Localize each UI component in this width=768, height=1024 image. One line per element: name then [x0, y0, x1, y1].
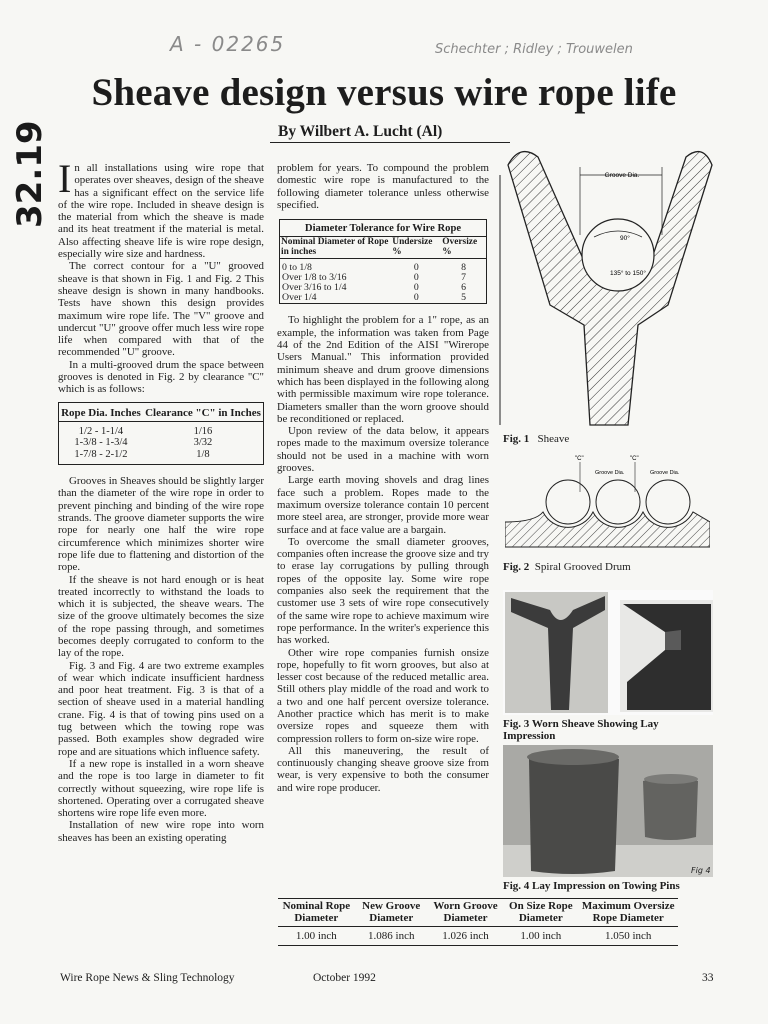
paragraph: If a new rope is installed in a worn sheave and the rope is too large in diameter to fit correctly without squeezing, wire rope life is shortened. Operating over a corrugated sheave shortens wire rope life even more.: [58, 757, 264, 820]
table-header: Worn Groove Diameter: [428, 899, 503, 927]
page-number: 33: [702, 972, 714, 984]
fig1-groove-label: Groove Dia.: [604, 172, 640, 179]
fig3-caption: Fig. 3 Worn Sheave Showing Lay Impression: [503, 718, 659, 742]
paragraph: Other wire rope companies furnish onsize rope, hopefully to fit worn grooves, but also at lesser cost because of the reduced metallic area. Still others play middle of the road and work to a two and one half percent oversize tolerance. Another practice which has merit is to make oversize ropes and squeeze them with compression rollers to form on-size wire rope.: [277, 646, 489, 745]
table-row: 0 to 1/8 0 8: [282, 262, 467, 274]
fig1-caption: Fig. 1 Sheave: [503, 433, 570, 445]
groove-diameter-table: [278, 898, 678, 946]
table-row: Over 1/8 to 3/16 0 7: [282, 272, 467, 284]
paragraph: If the sheave is not hard enough or is heat treated incorrectly to withstand the loads to which it is subjected, the sheave wears. The size of the groove ultimately becomes the size of the rope passing through, and sometimes becomes deeply corrugated to conform to the lay of the rope.: [58, 573, 264, 660]
fig4-tag: Fig 4: [691, 866, 711, 875]
handwritten-margin-number: 32.19: [10, 120, 50, 228]
fig1-angle2-label: 135° to 150°: [610, 270, 646, 277]
fig4-caption: Fig. 4 Lay Impression on Towing Pins: [503, 880, 680, 892]
column-2: [277, 162, 489, 794]
fig2-c-label: "C": [630, 456, 639, 462]
clearance-table: [58, 402, 264, 466]
paragraph: Upon review of the data below, it appears ropes made to the maximum oversize tolerance should not be used in a machine with worn grooves.: [277, 425, 489, 475]
handwritten-names: Schechter ; Ridley ; Trouwelen: [435, 42, 633, 57]
paragraph: To overcome the small diameter grooves, companies often increase the groove size and try to erase lay corrugations by pulling through ropes of the opposite lay. Some wire rope companies also seek the requirement that the customer use 3 sets of wire rope consecutively of the same wire rope to achieve maximum wire rope performance. In the writer's experience this has worked.: [277, 535, 489, 647]
fig1-angle1-label: 90°: [620, 235, 630, 242]
fig2-groove-label: Groove Dia.: [650, 470, 680, 476]
fig2-caption: Fig. 2 Spiral Grooved Drum: [503, 561, 631, 573]
tolerance-table: [279, 219, 487, 304]
table-header: Rope Dia. Inches: [59, 402, 143, 421]
drop-cap: I: [58, 156, 72, 201]
paragraph: Large earth moving shovels and drag lines face such a problem. Ropes made to the maximum oversize tolerance contain 10 percent more steel area, are stronger, provide more wear surface and at face value are a bargain.: [277, 474, 489, 536]
table-header: Oversize %: [441, 237, 486, 259]
table-caption: Diameter Tolerance for Wire Rope: [279, 219, 487, 236]
byline: By Wilbert A. Lucht (Al): [278, 123, 443, 140]
table-header: Nominal Rope Diameter: [278, 899, 355, 927]
column-1: [58, 156, 264, 844]
article-title: Sheave design versus wire rope life: [91, 71, 677, 114]
paragraph: All this maneuvering, the result of continuously changing sheave groove size from wear, is very expensive to both the consumer and wire rope producer.: [277, 744, 489, 794]
footer-date: October 1992: [313, 972, 376, 984]
table-row: 1-7/8 - 2-1/2 1/8: [74, 448, 210, 460]
paragraph: Fig. 3 and Fig. 4 are two extreme examples of wear which indicate insufficient hardness and poor heat treatment. Fig. 3 is that of a section of sheave used in a material handling crane. Fig. 4 is that of towing pins used on a tug between which the towing rope was passed. Both examples show degraded wire rope and are situations which influence safety.: [58, 659, 264, 758]
table-header: On Size Rope Diameter: [503, 899, 578, 927]
table-header: New Groove Diameter: [355, 899, 428, 927]
table-row: 1.00 inch 1.086 inch 1.026 inch 1.00 inch 1.050 inch: [295, 930, 652, 942]
paragraph: To highlight the problem for a 1" rope, as an example, the information was taken from Page 44 of the 2nd Edition of the AISI "Wirerope Users Manual." This information provided minimum sheave and drum groove dimensions which has been displayed in the following along with permissible maximum wire rope tolerance. Diameters smaller than the worn groove should be reconditioned or replaced.: [277, 314, 489, 425]
byline-rule: [270, 142, 510, 143]
table-header: Undersize %: [391, 237, 441, 259]
table-row: 1/2 - 1-1/4 1/16: [78, 425, 213, 437]
table-row: 1-3/8 - 1-3/4 3/32: [74, 437, 213, 449]
fig4-towing-pins-photo: [503, 745, 713, 877]
fig2-groove-label: Groove Dia.: [595, 470, 625, 476]
table-row: Over 3/16 to 1/4 0 6: [282, 282, 467, 294]
paragraph: Installation of new wire rope into worn sheaves has been an existing operating: [58, 819, 264, 844]
fig2-c-label: "C": [575, 456, 584, 462]
footer-publication: Wire Rope News & Sling Technology: [60, 972, 235, 984]
paragraph: problem for years. To compound the problem domestic wire rope is manufactured to the following diameter tolerance unless otherwise specified.: [277, 162, 489, 211]
paragraph: Grooves in Sheaves should be slightly larger than the diameter of the wire rope in order to prevent pinching and binding of the wire rope strands. The groove diameter supports the wire rope for nearly one half the wire rope circumference which minimizes shorter wire rope life due to flattening and distortion of the rope.: [58, 475, 264, 574]
fig2-drum-diagram: [505, 452, 710, 557]
table-header: Nominal Diameter of Rope in inches: [280, 237, 392, 259]
paragraph: The correct contour for a "U" grooved sheave is that shown in Fig. 1 and Fig. 2 This sheave design is shown in many handbooks. Tests have shown this design provides maximum wire rope life. The "V" groove and undercut "U" groove offer much less wire rope life when compared with that of the recommended "U" groove.: [58, 260, 264, 359]
table-header: Clearance "C" in Inches: [143, 402, 264, 421]
handwritten-code: A - 02265: [170, 32, 286, 56]
table-header: Maximum Oversize Rope Diameter: [578, 899, 678, 927]
fig3-worn-sheave-photo: [503, 590, 713, 715]
paragraph: In all installations using wire rope that operates over sheaves, design of the sheave has a significant effect on the service life of the wire rope. Included in sheave design is the material from which the sheave is made and its heat treatment if the material is metal. Also affecting sheave life is wire rope design, especially wire size and hardness.: [58, 156, 264, 261]
table-row: Over 1/4 0 5: [282, 292, 467, 304]
paragraph: In a multi-grooved drum the space between grooves is denoted in Fig. 2 by clearance "C" which is as follows:: [58, 358, 264, 396]
fig1-sheave-diagram: [498, 145, 720, 430]
